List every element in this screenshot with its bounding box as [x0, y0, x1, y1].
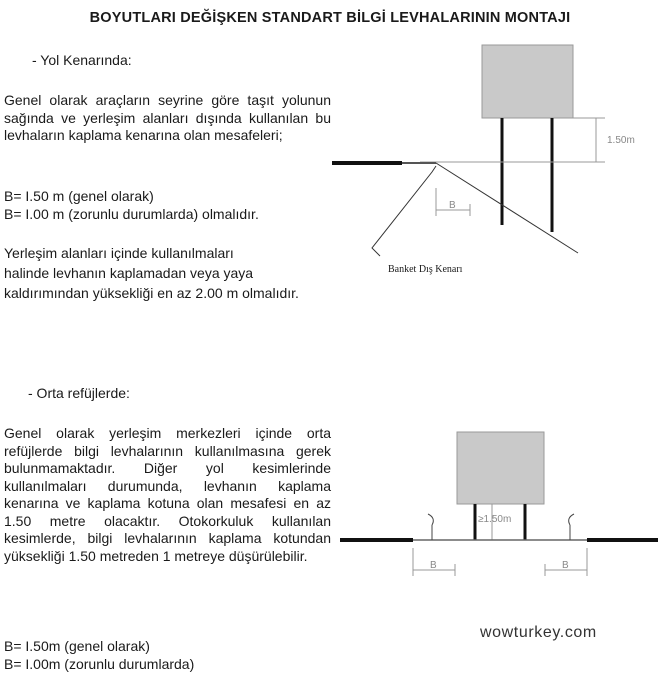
section1-para2-line2: halinde levhanın kaplamadan veya yaya: [4, 265, 254, 281]
section1-heading: - Yol Kenarında:: [32, 52, 132, 68]
section2-b-mandatory: B= I.00m (zorunlu durumlarda): [4, 656, 195, 672]
section2-heading: - Orta refüjlerde:: [28, 385, 130, 401]
section2-paragraph: Genel olarak yerleşim merkezleri içinde orta refüjlerde bilgi levhalarının kullanılmasına gerek bulunmamaktadır. Diğer yol kesimlerinde kullanılmaları durumunda, levhanın kaplama kenarına ve kaplama kotuna olan mesafesi en az 1.50 metre olacaktır. Otokorkuluk kullanılan kesimlerde, bilgi levhalarının kaplama kotundan yüksekliği 1.50 metreden 1 metreye düşürülebilir.: [4, 425, 331, 564]
section1-paragraph: Genel olarak araçların seyrine göre taşıt yolunun sağında ve yerleşim alanları dışında kullanılan bu levhaların kaplama kenarına olan mesafeleri;: [4, 92, 331, 143]
page-title: BOYUTLARI DEĞİŞKEN STANDART BİLGİ LEVHALARININ MONTAJI: [89, 10, 571, 26]
figure1-height-label: 1.50m: [607, 135, 635, 146]
figure2-b-right-label: B: [562, 560, 569, 571]
section1-para2-line1: Yerleşim alanları içinde kullanılmaları: [4, 245, 234, 261]
figure2-barrier-left: [428, 514, 433, 540]
section2-b-general: B= I.50m (genel olarak): [4, 638, 150, 654]
figure2-b-left-label: B: [430, 560, 437, 571]
section1-para2-line3: kaldırımından yüksekliği en az 2.00 m olmalıdır.: [4, 285, 299, 301]
figure1-callout-label: Banket Dış Kenarı: [388, 264, 463, 275]
figure1-b-label: B: [449, 200, 456, 211]
figure2-height-label: ≥1.50m: [478, 514, 512, 525]
watermark: wowturkey.com: [480, 624, 597, 641]
section1-b-general: B= I.50 m (genel olarak): [4, 188, 154, 204]
figure2-sign-panel: [457, 432, 544, 504]
section1-b-mandatory: B= I.00 m (zorunlu durumlarda) olmalıdır.: [4, 206, 259, 222]
figure2-barrier-right: [569, 514, 574, 540]
